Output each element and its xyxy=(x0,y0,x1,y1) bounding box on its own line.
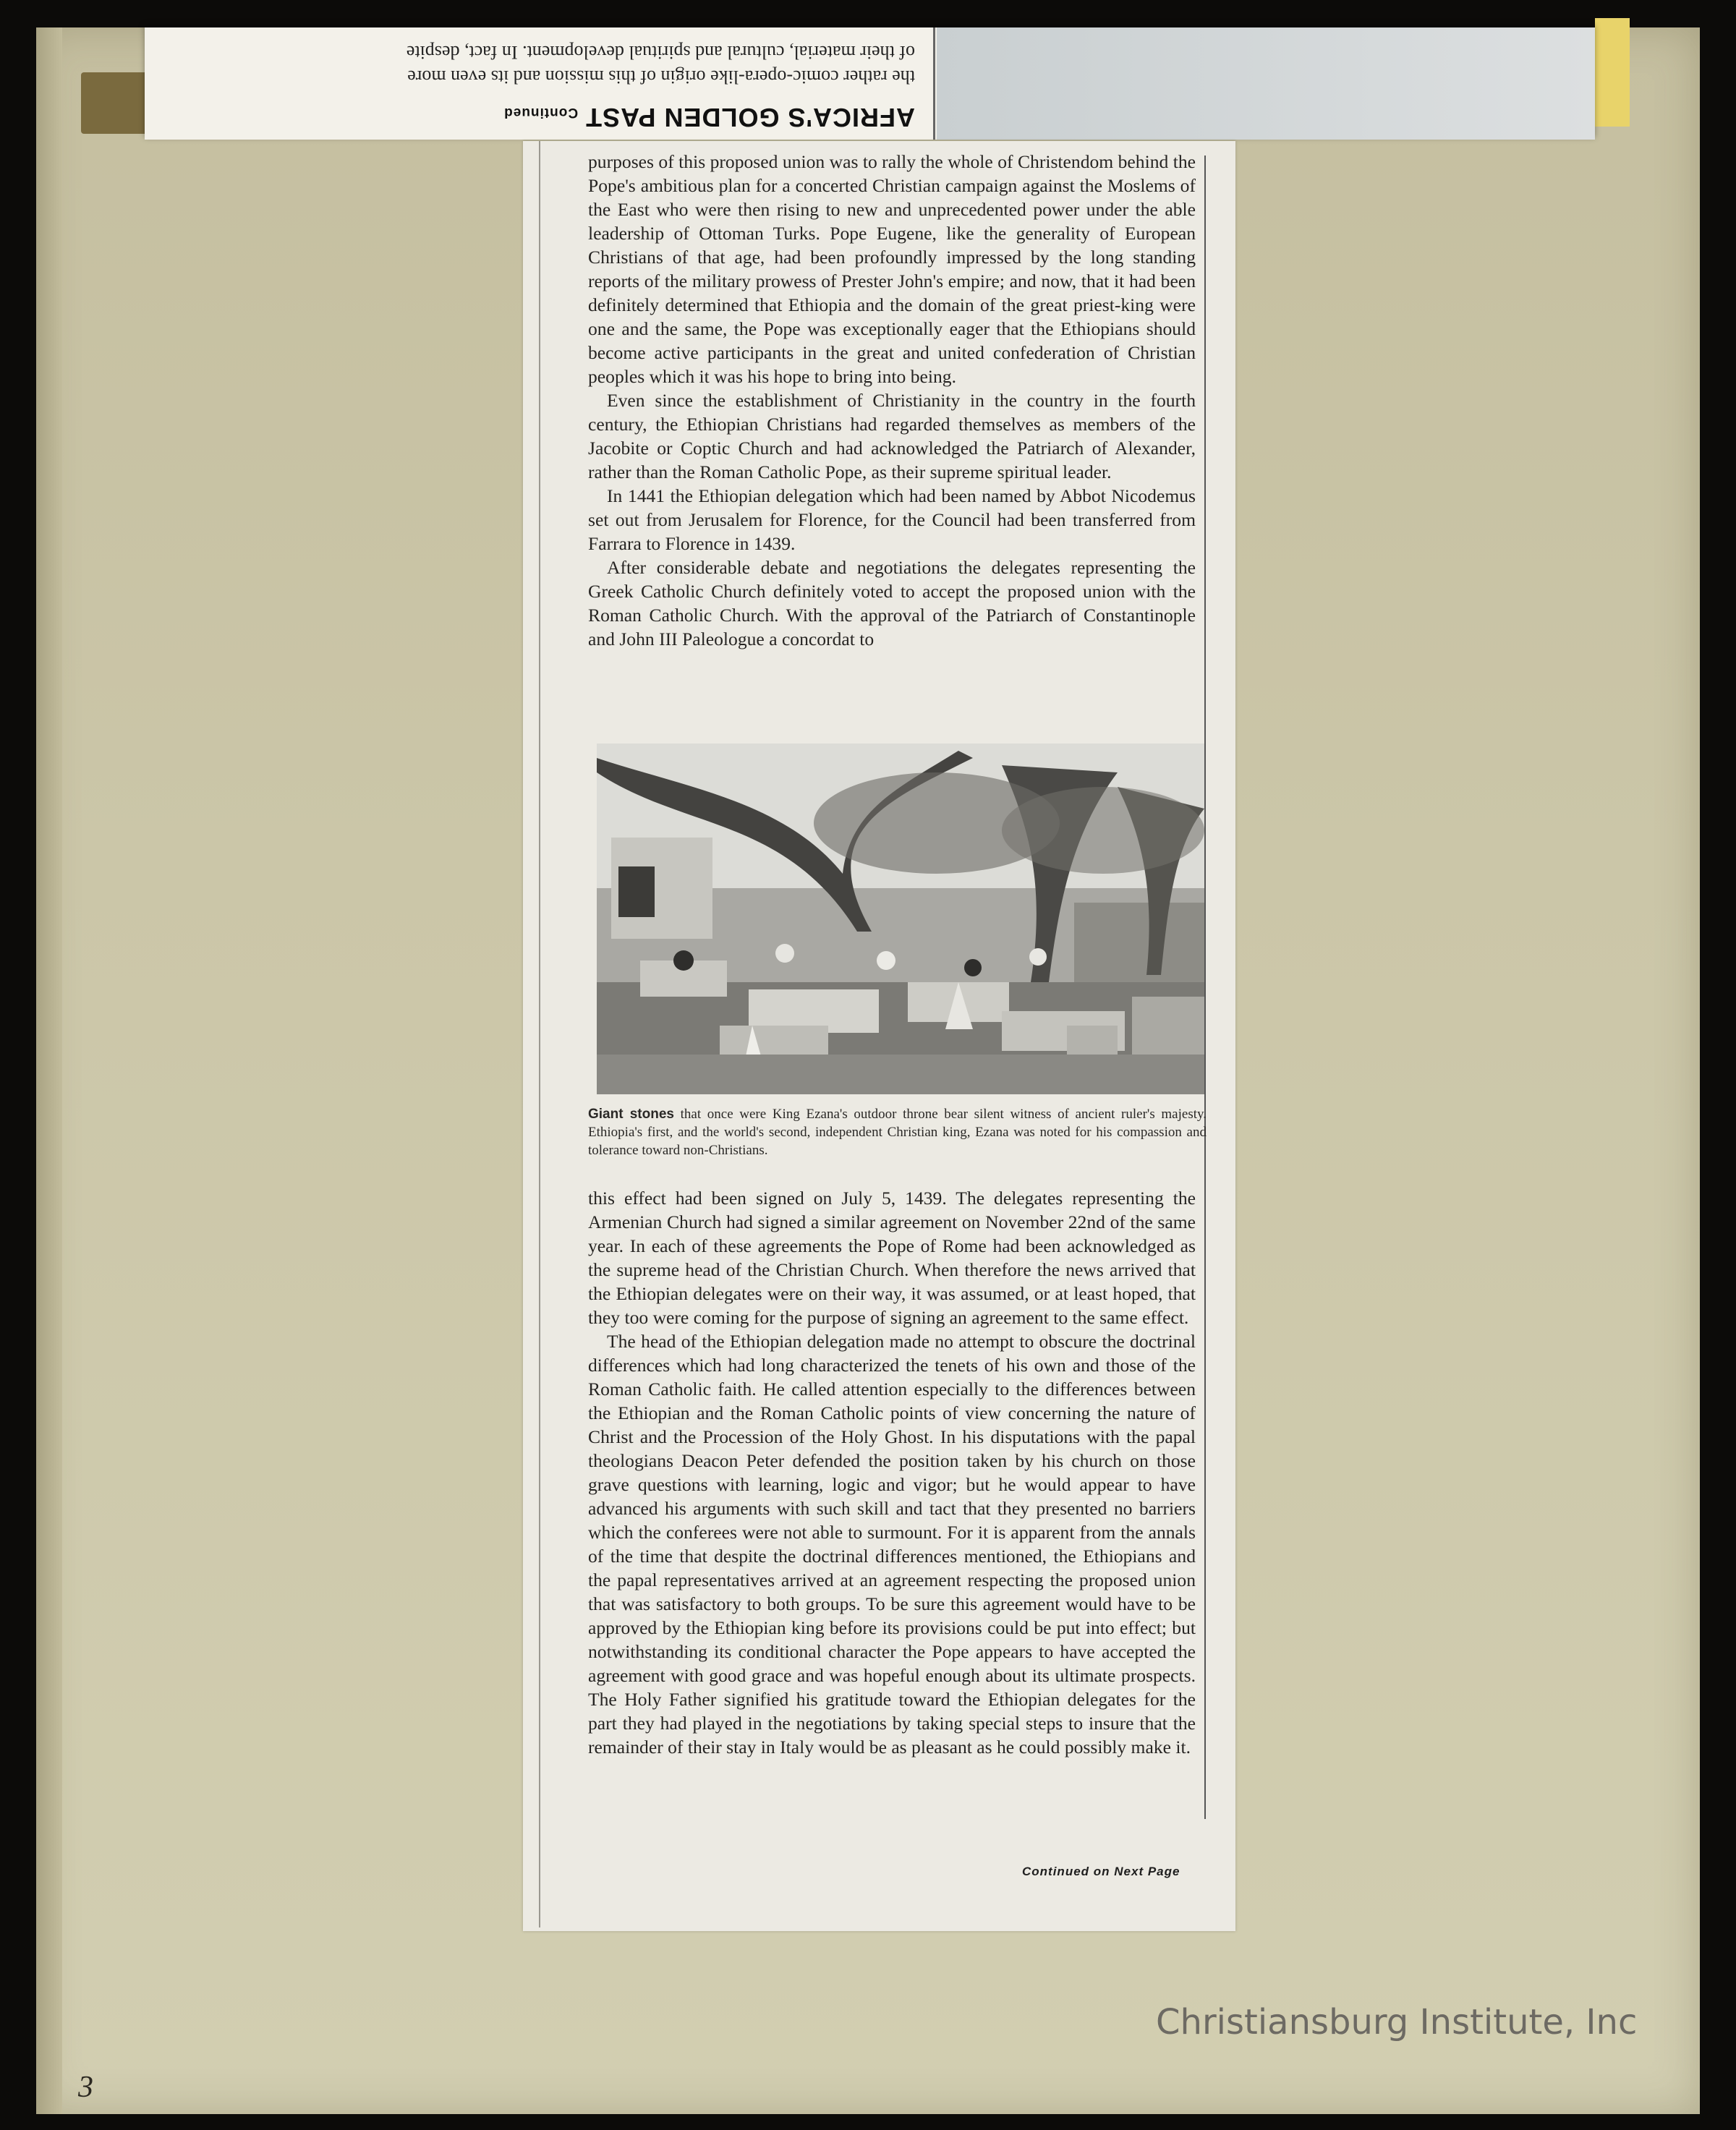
caption-lead: Giant stones xyxy=(588,1107,674,1122)
column-rule-left xyxy=(539,141,540,1927)
tape-tab xyxy=(81,72,153,134)
article-text-top xyxy=(588,150,1196,651)
article-clipping xyxy=(523,141,1235,1931)
page-number: 3 xyxy=(78,2071,93,2104)
continued-note: Continued on Next Page xyxy=(1022,1865,1180,1878)
clipping-line: of their material, cultural and spiritual development. In fact, despite xyxy=(406,42,915,63)
paragraph: this effect had been signed on July 5, 1439. The delegates representing the Armenian Church had signed a similar agreement on November 22nd of the same year. In each of these agreements the Pope of Rome had been acknowledged as the supreme head of the Christian Church. When therefore the news arrived that the Ethiopian delegates were on their way, it was assumed, or at least hoped, that they too were coming for the purpose of signing an agreement to the same effect. xyxy=(588,1188,1196,1328)
paragraph: After considerable debate and negotiations the delegates representing the Greek Catholic Church definitely voted to accept the proposed union with the Roman Catholic Church. With the approval of the Patriarch of Constantinople and John III Paleologue a concordat to xyxy=(588,557,1196,649)
page-edge xyxy=(36,27,62,2114)
paragraph: The head of the Ethiopian delegation made no attempt to obscure the doctrinal differences which had long characterized the tenets of his own and those of the Roman Catholic faith. He called attention especially to the differences between the Ethiopian and the Roman Catholic points of view concerning the nature of Christ and the Procession of the Holy Ghost. In his disputations with the papal theologians Deacon Peter defended the position taken by his church on those grave questions with learning, logic and vigor; but he would appear to have advanced his arguments with such skill and tact that they presented no barriers which the conferees were not able to surmount. For it is apparent from the annals of the time that despite the doctrinal differences mentioned, the Ethiopians and the papal representatives arrived at an agreement respecting the proposed union that was satisfactory to both groups. To be sure this agreement would have to be approved by the Ethiopian king before its provisions could be put into effect; but notwithstanding its conditional character the Pope appears to have accepted the agreement with good grace and was hopeful enough about its ultimate prospects. The Holy Father signified his gratitude toward the Ethiopian delegates for the part they had played in the negotiations by taking special steps to insure that the remainder of their stay in Italy would be as pleasant as he could possibly make it. xyxy=(588,1331,1196,1758)
clipping-text xyxy=(163,40,915,89)
paragraph: In 1441 the Ethiopian delegation which had been named by Abbot Nicodemus set out from Jerusalem for Florence, for the Council had been transferred from Farrara to Florence in 1439. xyxy=(588,485,1196,554)
clipping-line: the rather comic-opera-like origin of this mission and its even more xyxy=(407,67,915,88)
article-text-bottom xyxy=(588,1186,1196,1759)
clipping-photo xyxy=(937,27,1595,140)
paragraph: purposes of this proposed union was to rally the whole of Christendom behind the Pope's ambitious plan for a concerted Christian campaign against the Moslems of the East who were then rising to new and unprecedented power under the able leadership of Ottoman Turks. Pope Eugene, like the generality of European Christians of that age, had been profoundly impressed by the long standing reports of the military prowess of Prester John's empire; and now, that it had been definitely determined that Ethiopia and the domain of the great priest-king were one and the same, the Pope was exceptionally eager that the Ethiopians should become active participants in the great and united confederation of Christian peoples which it was his hope to bring into being. xyxy=(588,151,1196,387)
clipping-header-title: AFRICA'S GOLDEN PAST xyxy=(585,103,915,132)
clipping-header-suffix: Continued xyxy=(503,105,579,120)
photo-caption xyxy=(588,1105,1207,1159)
clipping-header xyxy=(503,102,915,132)
yellow-tab xyxy=(1595,18,1630,127)
paragraph: Even since the establishment of Christianity in the country in the fourth century, the Ethiopian Christians had regarded themselves as members of the Jacobite or Coptic Church and had acknowledged the Patriarch of Alexander, rather than the Roman Catholic Pope, as their supreme spiritual leader. xyxy=(588,390,1196,482)
clipping-divider xyxy=(933,27,935,140)
watermark: Christiansburg Institute, Inc xyxy=(1156,2002,1638,2042)
column-rule-right xyxy=(1204,156,1206,1819)
caption-text: that once were King Ezana's outdoor throne bear silent witness of ancient ruler's majesty. Ethiopia's first, and the world's second, independent Christian king, Ezana was noted for his compassion and tolerance toward non-Christians. xyxy=(588,1107,1207,1158)
ezana-throne-photo xyxy=(597,744,1204,1094)
upside-down-clipping xyxy=(145,27,1595,140)
photo-illustration xyxy=(597,744,1204,1094)
